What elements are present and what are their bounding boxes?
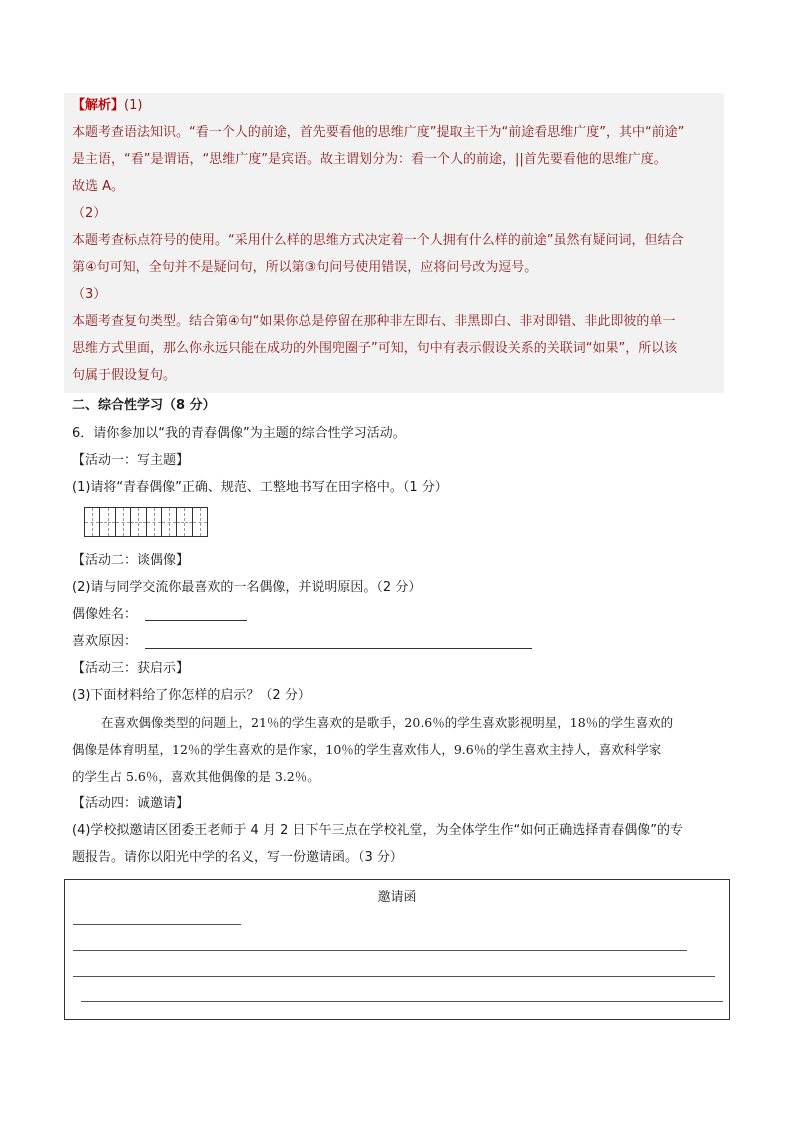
analysis-line: 第④句可知，全句并不是疑问句，所以第③句问号使用错误，应将问号改为逗号。 xyxy=(72,260,538,275)
material-line: 在喜欢偶像类型的问题上，21％的学生喜欢的是歌手，20.6％的学生喜欢影视明星，18％的学生喜欢的 xyxy=(101,715,674,730)
salutation-blank[interactable] xyxy=(73,924,241,925)
grid-cell xyxy=(147,508,162,536)
material-line: 偶像是体育明星，12％的学生喜欢的是作家，10％的学生喜欢伟人，9.6％的学生喜欢主持人，喜欢科学家 xyxy=(72,742,662,757)
analysis-line: （2） xyxy=(72,206,107,221)
writing-line[interactable] xyxy=(73,950,687,951)
grid-cell xyxy=(116,508,131,536)
question-6-4: (4)学校拟邀请区团委王老师于 4 月 2 日下午三点在学校礼堂，为全体学生作“如何正确选择青春偶像”的专 xyxy=(72,823,683,838)
activity-1-label: 【活动一：写主题】 xyxy=(72,453,190,468)
question-6-4-cont: 题报告。请你以阳光中学的名义，写一份邀请函。（3 分） xyxy=(72,850,403,865)
analysis-line: 本题考查语法知识。“看一个人的前途，首先要看他的思维广度”提取主干为“前途看思维广度”，其中“前途” xyxy=(72,125,685,140)
tian-grid[interactable] xyxy=(84,507,208,537)
grid-cell xyxy=(193,508,207,536)
activity-2-label: 【活动二：谈偶像】 xyxy=(72,553,190,568)
idol-name-label: 偶像姓名： xyxy=(72,607,138,622)
grid-cell xyxy=(162,508,177,536)
analysis-header xyxy=(72,96,142,116)
grid-cell xyxy=(85,508,100,536)
analysis-line: 思维方式里面，那么你永远只能在成功的外围兜圈子”可知，句中有表示假设关系的关联词“如果”，所以该 xyxy=(72,341,678,356)
analysis-line: （3） xyxy=(72,287,107,302)
section-heading: 二、综合性学习（8 分） xyxy=(72,398,216,413)
reason-blank[interactable] xyxy=(145,648,532,649)
grid-cell xyxy=(131,508,146,536)
invitation-box[interactable] xyxy=(64,879,730,1020)
analysis-line: (1) xyxy=(124,98,143,113)
idol-name-blank[interactable] xyxy=(145,620,247,621)
analysis-line: 本题考查复句类型。结合第④句“如果你总是停留在那种非左即右、非黑即白、非对即错、非此即彼的单一 xyxy=(72,314,676,329)
analysis-line: 故选 A。 xyxy=(72,179,125,194)
grid-cell xyxy=(100,508,115,536)
analysis-line: 句属于假设复句。 xyxy=(72,368,177,383)
writing-line[interactable] xyxy=(81,1001,723,1002)
invitation-title: 邀请函 xyxy=(377,890,417,905)
analysis-line: 本题考查标点符号的使用。“采用什么样的思维方式决定着一个人拥有什么样的前途”虽然有疑问词，但结合 xyxy=(72,233,684,248)
material-line: 的学生占 5.6％，喜欢其他偶像的是 3.2％。 xyxy=(72,769,320,784)
question-6-2: (2)请与同学交流你最喜欢的一名偶像，并说明原因。（2 分） xyxy=(72,580,422,595)
writing-line[interactable] xyxy=(73,976,715,977)
question-6-3: (3)下面材料给了你怎样的启示？（2 分） xyxy=(72,688,311,703)
activity-4-label: 【活动四：诚邀请】 xyxy=(72,796,190,811)
question-6: 6．请你参加以“我的青春偶像”为主题的综合性学习活动。 xyxy=(72,426,406,441)
grid-cell xyxy=(177,508,192,536)
question-6-1: (1)请将“青春偶像”正确、规范、工整地书写在田字格中。（1 分） xyxy=(72,480,448,495)
reason-label: 喜欢原因： xyxy=(72,634,138,649)
analysis-tag: 【解析】 xyxy=(72,98,125,113)
activity-3-label: 【活动三：获启示】 xyxy=(72,661,190,676)
analysis-line: 是主语，“看”是谓语，“思维广度”是宾语。故主谓划分为：看一个人的前途，||首先要看他的思维广度。 xyxy=(72,152,667,167)
